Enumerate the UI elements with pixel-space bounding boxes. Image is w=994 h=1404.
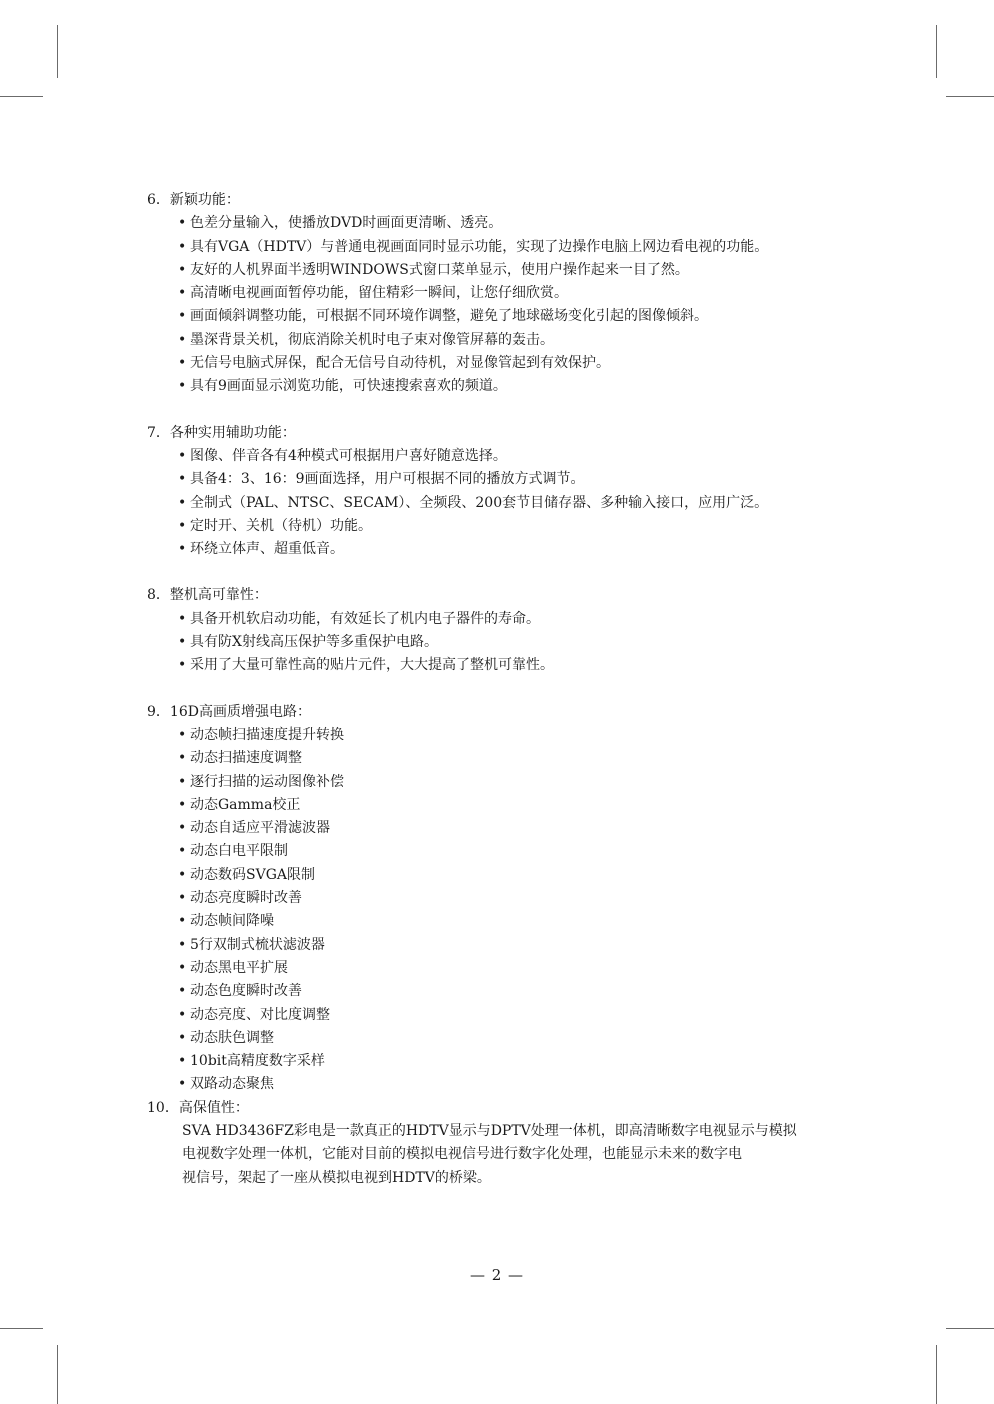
bullet-icon: • [178, 866, 187, 883]
list-item [178, 608, 857, 631]
list-item [178, 1073, 857, 1096]
bullet-list [147, 445, 857, 561]
list-item-text: 动态黑电平扩展 [190, 959, 288, 976]
bullet-icon: • [178, 378, 187, 395]
bullet-icon: • [178, 331, 187, 348]
bullet-icon: • [178, 750, 187, 767]
bullet-icon: • [178, 913, 187, 930]
list-item [178, 934, 857, 957]
section [147, 701, 857, 1097]
bullet-icon: • [178, 1053, 187, 1070]
bullet-icon: • [178, 657, 187, 674]
bullet-list [147, 724, 857, 1097]
paragraph-line: 视信号，架起了一座从模拟电视到HDTV的桥梁。 [182, 1169, 491, 1186]
list-item-text: 无信号电脑式屏保，配合无信号自动待机，对显像管起到有效保护。 [190, 355, 610, 372]
feature-sections [147, 189, 857, 1097]
bullet-icon: • [178, 890, 187, 907]
list-item-text: 定时开、关机（待机）功能。 [190, 517, 372, 534]
crop-mark-bottom-left-vertical [57, 1345, 58, 1404]
list-item-text: 具有防X射线高压保护等多重保护电路。 [190, 634, 438, 651]
list-item-text: 友好的人机界面半透明WINDOWS式窗口菜单显示，使用户操作起来一目了然。 [190, 261, 689, 278]
bullet-icon: • [178, 517, 187, 534]
list-item-text: 动态亮度、对比度调整 [190, 1006, 330, 1023]
list-item [178, 1050, 857, 1073]
list-item-text: 动态肤色调整 [190, 1029, 274, 1046]
list-item [178, 212, 857, 235]
bullet-icon: • [178, 308, 187, 325]
list-item [178, 840, 857, 863]
list-item-text: 动态帧间降噪 [190, 913, 274, 930]
bullet-icon: • [178, 610, 187, 627]
section-title: 9．16D高画质增强电路： [147, 703, 311, 720]
crop-mark-bottom-left-horizontal [0, 1328, 43, 1329]
bullet-icon: • [178, 773, 187, 790]
section [147, 422, 857, 562]
crop-mark-top-right-horizontal [946, 96, 994, 97]
bullet-icon: • [178, 726, 187, 743]
crop-mark-bottom-right-vertical [936, 1345, 937, 1404]
list-item-text: 具有9画面显示浏览功能，可快速搜索喜欢的频道。 [190, 378, 507, 395]
list-item [178, 864, 857, 887]
bullet-icon: • [178, 471, 187, 488]
bullet-icon: • [178, 238, 187, 255]
list-item-text: 具备开机软启动功能，有效延长了机内电子器件的寿命。 [190, 610, 540, 627]
bullet-icon: • [178, 1029, 187, 1046]
bullet-icon: • [178, 1006, 187, 1023]
list-item [178, 259, 857, 282]
list-item [178, 887, 857, 910]
list-item-text: 10bit高精度数字采样 [190, 1053, 325, 1070]
list-item [178, 980, 857, 1003]
bullet-icon: • [178, 215, 187, 232]
bullet-icon: • [178, 959, 187, 976]
crop-mark-top-left-horizontal [0, 96, 43, 97]
document-body [147, 189, 857, 1190]
list-item-text: 具有VGA（HDTV）与普通电视画面同时显示功能，实现了边操作电脑上网边看电视的功能。 [190, 238, 769, 255]
list-item [178, 1004, 857, 1027]
list-item-text: 全制式（PAL、NTSC、SECAM）、全频段、200套节目储存器、多种输入接口，应用广泛。 [190, 494, 769, 511]
list-item-text: 动态白电平限制 [190, 843, 288, 860]
bullet-icon: • [178, 261, 187, 278]
list-item [178, 282, 857, 305]
section-title: 7．各种实用辅助功能： [147, 424, 296, 441]
bullet-list [147, 212, 857, 398]
section [147, 584, 857, 677]
list-item [178, 794, 857, 817]
bullet-icon: • [178, 447, 187, 464]
list-item-text: 动态数码SVGA限制 [190, 866, 315, 883]
list-item-text: 动态帧扫描速度提升转换 [190, 726, 344, 743]
list-item-text: 色差分量输入，使播放DVD时画面更清晰、透亮。 [190, 215, 503, 232]
list-item [178, 910, 857, 933]
bullet-icon: • [178, 936, 187, 953]
bullet-icon: • [178, 843, 187, 860]
list-item-text: 环绕立体声、超重低音。 [190, 541, 344, 558]
page-number: — 2 — [469, 1266, 525, 1284]
section-10 [147, 1097, 857, 1191]
paragraph-line: SVA HD3436FZ彩电是一款真正的HDTV显示与DPTV处理一体机，即高清晰数字电视显示与模拟 [182, 1122, 797, 1139]
bullet-icon: • [178, 355, 187, 372]
list-item-text: 墨深背景关机，彻底消除关机时电子束对像管屏幕的轰击。 [190, 331, 554, 348]
list-item [178, 724, 857, 747]
list-item [178, 747, 857, 770]
list-item-text: 具备4：3、16：9画面选择，用户可根据不同的播放方式调节。 [190, 471, 585, 488]
list-item [178, 771, 857, 794]
list-item-text: 5行双制式梳状滤波器 [190, 936, 325, 953]
list-item [178, 631, 857, 654]
list-item-text: 动态自适应平滑滤波器 [190, 820, 330, 837]
list-item-text: 采用了大量可靠性高的贴片元件，大大提高了整机可靠性。 [190, 657, 554, 674]
list-item [178, 468, 857, 491]
crop-mark-top-left-vertical [57, 25, 58, 78]
bullet-list [147, 608, 857, 678]
list-item-text: 逐行扫描的运动图像补偿 [190, 773, 344, 790]
list-item [178, 375, 857, 398]
list-item [178, 654, 857, 677]
list-item-text: 动态亮度瞬时改善 [190, 890, 302, 907]
list-item-text: 画面倾斜调整功能，可根据不同环境作调整，避免了地球磁场变化引起的图像倾斜。 [190, 308, 708, 325]
bullet-icon: • [178, 820, 187, 837]
list-item [178, 1027, 857, 1050]
bullet-icon: • [178, 796, 187, 813]
section-title: 10．高保值性： [147, 1099, 249, 1116]
section [147, 189, 857, 399]
list-item-text: 动态色度瞬时改善 [190, 983, 302, 1000]
list-item-text: 双路动态聚焦 [190, 1076, 274, 1093]
list-item-text: 高清晰电视画面暂停功能，留住精彩一瞬间，让您仔细欣赏。 [190, 285, 568, 302]
list-item [178, 957, 857, 980]
bullet-icon: • [178, 541, 187, 558]
bullet-icon: • [178, 494, 187, 511]
list-item-text: 动态扫描速度调整 [190, 750, 302, 767]
list-item [178, 817, 857, 840]
bullet-icon: • [178, 983, 187, 1000]
list-item [178, 515, 857, 538]
paragraph-line: 电视数字处理一体机，它能对目前的模拟电视信号进行数字化处理，也能显示未来的数字电 [182, 1146, 742, 1163]
list-item [178, 305, 857, 328]
list-item [178, 492, 857, 515]
list-item [178, 236, 857, 259]
bullet-icon: • [178, 285, 187, 302]
list-item-text: 动态Gamma校正 [190, 796, 301, 813]
list-item-text: 图像、伴音各有4种模式可根据用户喜好随意选择。 [190, 447, 507, 464]
section-title: 8．整机高可靠性： [147, 587, 268, 604]
bullet-icon: • [178, 1076, 187, 1093]
crop-mark-top-right-vertical [936, 25, 937, 78]
section-paragraph [147, 1120, 857, 1191]
list-item [178, 352, 857, 375]
bullet-icon: • [178, 634, 187, 651]
crop-mark-bottom-right-horizontal [946, 1328, 994, 1329]
section-title: 6．新颖功能： [147, 192, 240, 208]
list-item [178, 538, 857, 561]
list-item [178, 329, 857, 352]
list-item [178, 445, 857, 468]
